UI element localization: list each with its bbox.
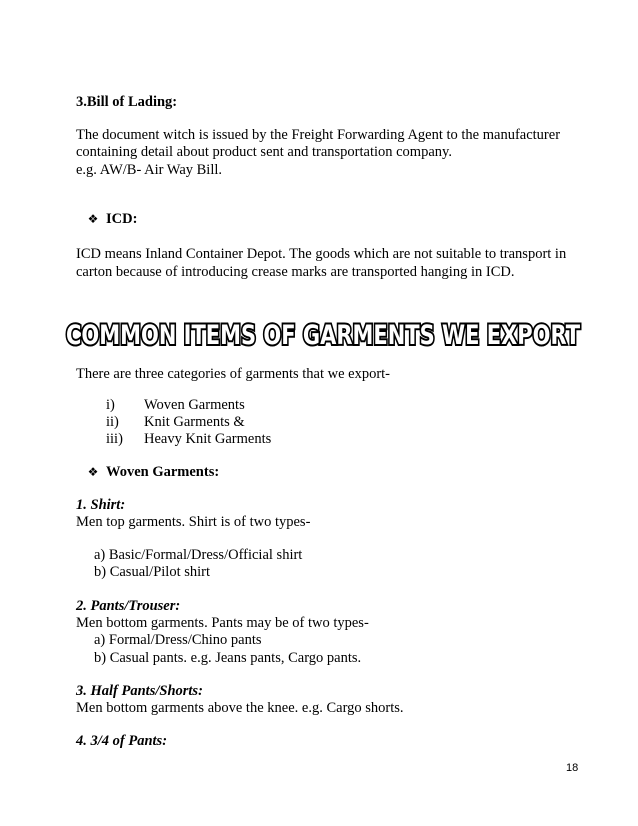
bill-line-1: The document witch is issued by the Freight Forwarding Agent to the manufacturer bbox=[76, 127, 561, 143]
shirt-desc: Men top garments. Shirt is of two types- bbox=[76, 514, 311, 530]
category-item bbox=[106, 414, 245, 431]
page-number: 18 bbox=[566, 762, 579, 774]
bill-line-3: e.g. AW/B- Air Way Bill. bbox=[76, 162, 223, 178]
bill-of-lading-heading: 3.Bill of Lading: bbox=[76, 94, 178, 110]
category-item bbox=[106, 397, 245, 414]
icd-heading-row bbox=[86, 211, 137, 228]
category-label: Heavy Knit Garments bbox=[144, 431, 272, 447]
shirt-type-item: a) Basic/Formal/Dress/Official shirt bbox=[94, 547, 303, 563]
banner-title: COMMON ITEMS OF GARMENTS WE EXPORT bbox=[66, 320, 581, 350]
category-number: i) bbox=[106, 397, 115, 413]
pants-heading: 2. Pants/Trouser: bbox=[76, 598, 181, 614]
bill-line-2: containing detail about product sent and transportation company. bbox=[76, 144, 452, 160]
category-label: Knit Garments & bbox=[144, 414, 245, 430]
icd-line-1: ICD means Inland Container Depot. The goods which are not suitable to transport in bbox=[76, 246, 567, 262]
categories-intro: There are three categories of garments that we export- bbox=[76, 366, 391, 382]
shorts-heading: 3. Half Pants/Shorts: bbox=[76, 683, 203, 699]
shirt-heading: 1. Shirt: bbox=[76, 497, 126, 513]
category-item bbox=[106, 431, 271, 448]
category-label: Woven Garments bbox=[144, 397, 245, 413]
icd-line-2: carton because of introducing crease marks are transported hanging in ICD. bbox=[76, 264, 515, 280]
pants-type-item: a) Formal/Dress/Chino pants bbox=[94, 632, 262, 648]
woven-heading: Woven Garments: bbox=[106, 464, 220, 480]
three-quarter-pants-heading: 4. 3/4 of Pants: bbox=[76, 733, 168, 749]
pants-type-item: b) Casual pants. e.g. Jeans pants, Cargo pants. bbox=[94, 650, 362, 666]
shirt-type-item: b) Casual/Pilot shirt bbox=[94, 564, 210, 580]
diamond-bullet-icon: ❖ bbox=[87, 212, 99, 226]
pants-desc: Men bottom garments. Pants may be of two types- bbox=[76, 615, 369, 631]
icd-heading: ICD: bbox=[106, 211, 138, 227]
category-number: ii) bbox=[106, 414, 119, 430]
diamond-bullet-icon: ❖ bbox=[87, 465, 99, 479]
category-number: iii) bbox=[106, 431, 123, 447]
woven-heading-row bbox=[86, 464, 219, 481]
shorts-desc: Men bottom garments above the knee. e.g. Cargo shorts. bbox=[76, 700, 404, 716]
garments-banner bbox=[64, 314, 584, 350]
